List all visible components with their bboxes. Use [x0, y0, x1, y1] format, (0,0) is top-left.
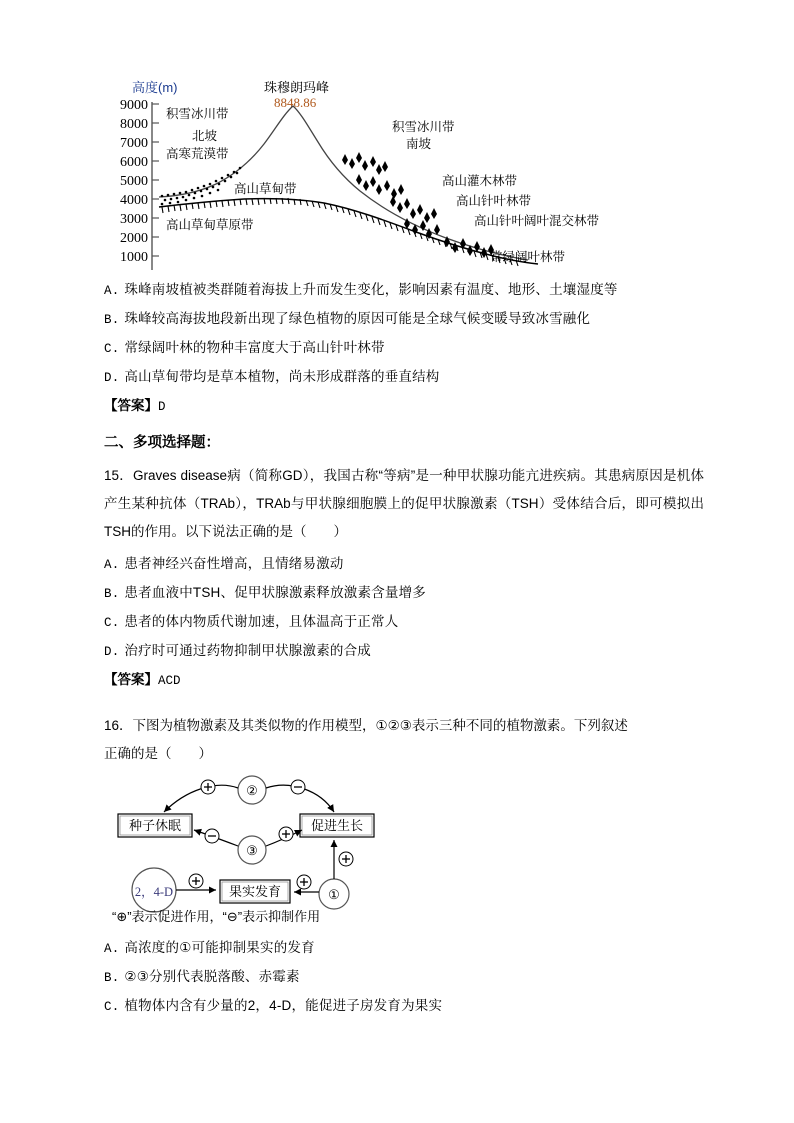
- q14-answer-tag: 【答案】: [104, 398, 158, 413]
- q15-stem: 15．Graves disease病（简称GD），我国古称“等病”是一种甲状腺功能亢进疾病。其患病原因是机体产生某种抗体（TRAb），TRAb与甲状腺细胞膜上的促甲状腺激素（TSH）受体结合后，即可模拟出TSH的作用。以下说法正确的是（ ）: [104, 468, 704, 539]
- peak-height-label: 8848.86: [274, 95, 317, 110]
- q14-option-d: [104, 363, 704, 392]
- sign-plus-h2-seed: [201, 780, 215, 794]
- svg-text:7000: 7000: [120, 136, 148, 151]
- q14-option-b: [104, 305, 704, 334]
- sign-minus-h2-growth: [291, 780, 305, 794]
- svg-text:1000: 1000: [120, 250, 148, 265]
- q15-block: [104, 462, 704, 546]
- label-alpine-desert: 高寒荒漠带: [166, 147, 229, 161]
- q15-answer-tag: 【答案】: [104, 672, 158, 687]
- node-fruit-development-label: 果实发育: [228, 884, 282, 899]
- q14-option-a-text: 珠峰南坡植被类群随着海拔上升而发生变化，影响因素有温度、地形、土壤湿度等: [124, 282, 618, 297]
- svg-text:4000: 4000: [120, 193, 148, 208]
- node-seed-dormancy-label: 种子休眠: [128, 818, 182, 833]
- sign-plus-h1-fruit: [297, 875, 311, 889]
- q14-option-a: [104, 276, 704, 305]
- q16-option-c-label: C.: [104, 1000, 120, 1014]
- q16-options-block: [104, 934, 704, 1021]
- q16-option-a-label: A.: [104, 942, 120, 956]
- q15-option-a-label: A.: [104, 558, 120, 572]
- svg-text:3000: 3000: [120, 212, 148, 227]
- svg-text:9000: 9000: [120, 98, 148, 113]
- node-hormone-2-label: ②: [246, 783, 258, 798]
- label-north-slope: 北坡: [192, 129, 218, 143]
- q16-option-b-label: B.: [104, 971, 120, 985]
- q15-option-d: [104, 637, 704, 666]
- q14-answer-value: D: [158, 400, 166, 414]
- sign-plus-h3-growth: [279, 827, 293, 841]
- sign-plus-h1-growth: [339, 852, 353, 866]
- sign-minus-h3-seed: [205, 829, 219, 843]
- q14-option-d-text: 高山草甸带均是草本植物，尚未形成群落的垂直结构: [124, 369, 440, 384]
- hormone-figure-caption: “⊕”表示促进作用，“⊖”表示抑制作用: [112, 909, 321, 924]
- node-hormone-1-label: ①: [328, 887, 340, 902]
- svg-text:8000: 8000: [120, 117, 148, 132]
- q14-option-b-label: B.: [104, 313, 120, 327]
- q16-option-c: [104, 992, 704, 1021]
- q16-option-b-text: ②③分别代表脱落酸、赤霉素: [124, 969, 300, 984]
- q15-option-c-label: C.: [104, 616, 120, 630]
- q14-option-b-text: 珠峰较高海拔地段新出现了绿色植物的原因可能是全球气候变暖导致冰雪融化: [124, 311, 591, 326]
- hatched-band: [162, 198, 518, 266]
- q15-option-c: [104, 608, 704, 637]
- q15-option-a-text: 患者神经兴奋性增高，且情绪易激动: [124, 556, 344, 571]
- q16-stem-line1: 16．下图为植物激素及其类似物的作用模型，①②③表示三种不同的植物激素。下列叙述: [104, 718, 628, 733]
- q15-option-b-label: B.: [104, 587, 120, 601]
- peak-name-label: 珠穆朗玛峰: [264, 80, 330, 95]
- node-hormone-3-label: ③: [246, 843, 258, 858]
- q16-option-a: [104, 934, 704, 963]
- y-axis-ticks: [120, 98, 159, 265]
- label-evergreen: 常绿阔叶林带: [490, 250, 566, 264]
- label-alpine-meadow: 高山草甸带: [234, 182, 297, 196]
- node-promote-growth-label: 促进生长: [310, 818, 364, 833]
- label-shrub: 高山灌木林带: [442, 174, 518, 188]
- q16-stem-line2: 正确的是（ ）: [104, 746, 212, 761]
- q15-option-b-text: 患者血液中TSH、促甲状腺激素释放激素含量增多: [124, 585, 427, 600]
- q15-answer: [104, 666, 704, 695]
- q16-option-a-text: 高浓度的①可能抑制果实的发育: [124, 940, 315, 955]
- q14-option-d-label: D.: [104, 371, 120, 385]
- q16-option-c-text: 植物体内含有少量的2，4-D，能促进子房发育为果实: [124, 998, 443, 1013]
- label-south-slope: 南坡: [406, 137, 432, 151]
- svg-text:2000: 2000: [120, 231, 148, 246]
- label-alpine-meadow-steppe: 高山草甸草原带: [166, 218, 254, 232]
- q15-option-b: [104, 579, 704, 608]
- q15-options-block: [104, 550, 704, 695]
- q14-answer: [104, 392, 704, 421]
- label-conifer: 高山针叶林带: [456, 194, 532, 208]
- q14-option-c-label: C.: [104, 342, 120, 356]
- svg-text:6000: 6000: [120, 155, 148, 170]
- mountain-profile-figure: [104, 74, 664, 274]
- belt-labels: [166, 106, 600, 264]
- q16-option-b: [104, 963, 704, 992]
- sign-plus-24d-fruit: [189, 874, 203, 888]
- section-heading-block: [104, 430, 704, 456]
- q16-block: [104, 712, 704, 768]
- q14-option-a-label: A.: [104, 284, 120, 298]
- q15-option-a: [104, 550, 704, 579]
- label-south-snow: 积雪冰川带: [392, 120, 455, 134]
- node-chemical-24d-label: 2，4-D: [134, 885, 174, 899]
- svg-text:5000: 5000: [120, 174, 148, 189]
- label-mixed: 高山针叶阔叶混交林带: [474, 214, 600, 228]
- label-north-snow: 积雪冰川带: [166, 107, 229, 121]
- q15-option-c-text: 患者的体内物质代谢加速，且体温高于正常人: [124, 614, 399, 629]
- q14-option-c-text: 常绿阔叶林的物种丰富度大于高山针叶林带: [124, 340, 385, 355]
- q15-option-d-text: 治疗时可通过药物抑制甲状腺激素的合成: [124, 643, 372, 658]
- q14-options-block: [104, 276, 704, 421]
- section-heading: 二、多项选择题：: [104, 435, 220, 451]
- y-axis-title: 高度(m): [132, 80, 178, 95]
- q15-answer-value: ACD: [158, 674, 181, 688]
- q15-option-d-label: D.: [104, 645, 120, 659]
- q14-option-c: [104, 334, 704, 363]
